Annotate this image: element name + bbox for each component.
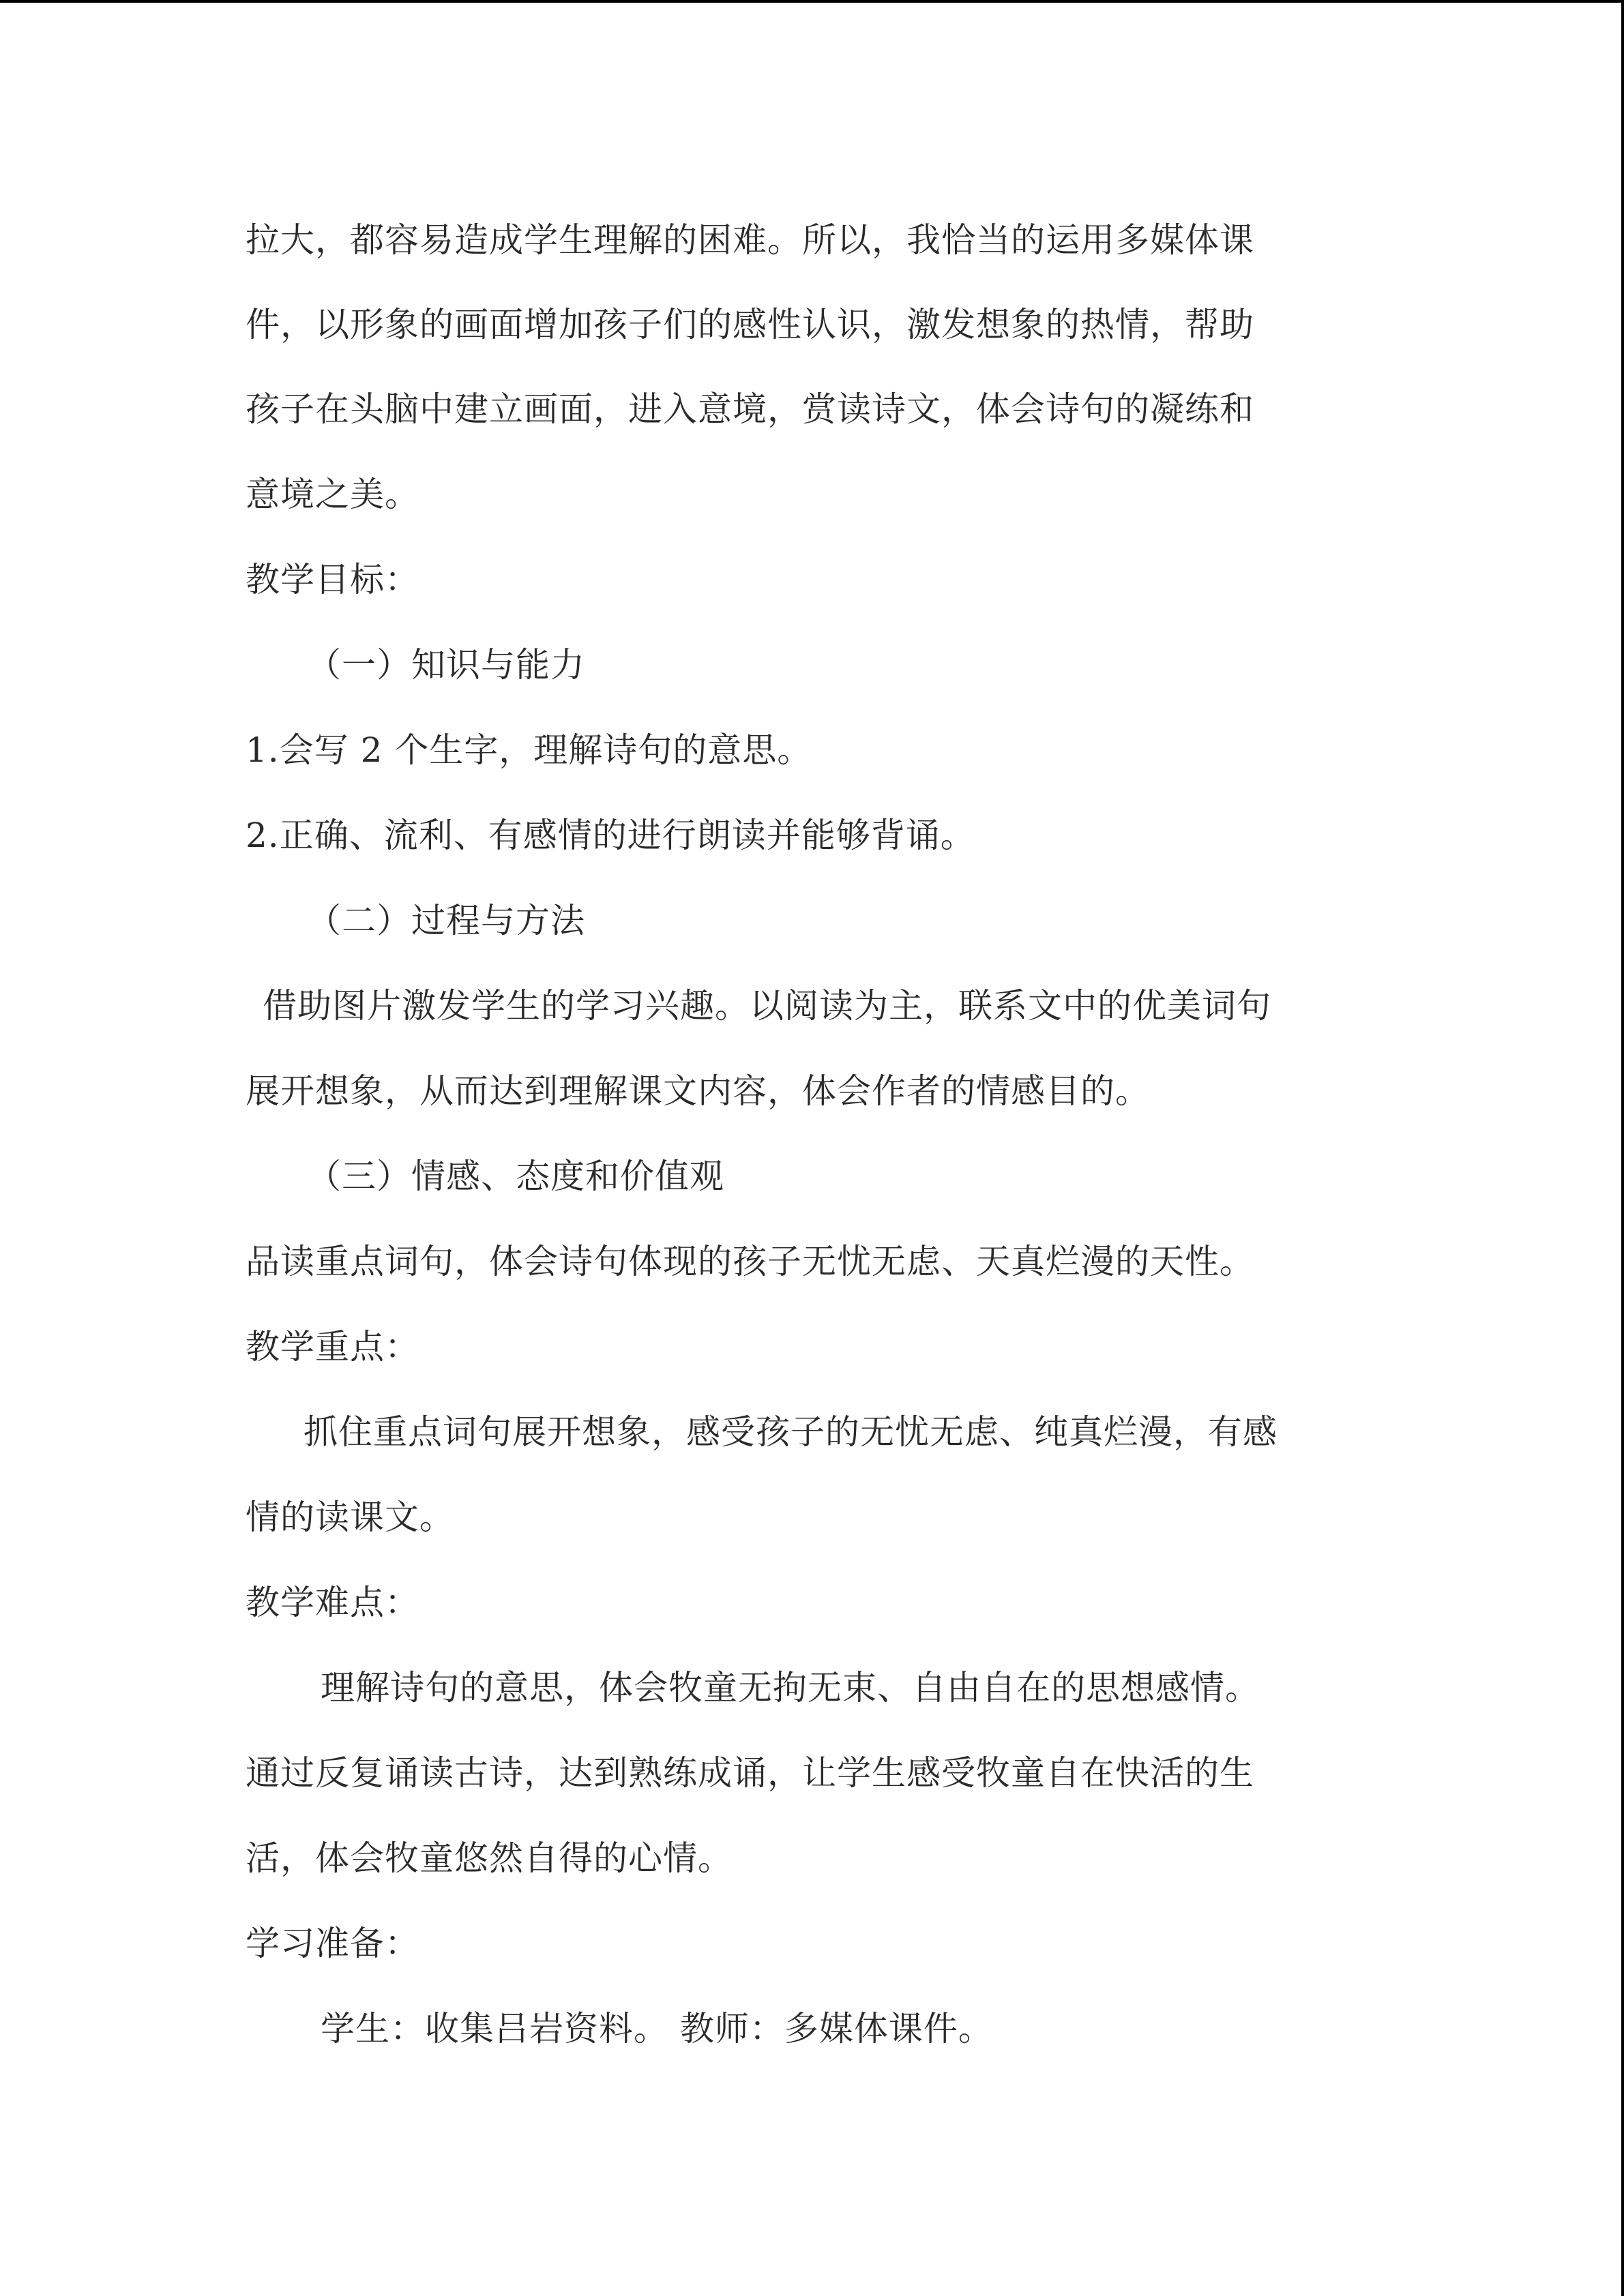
difficulties-line-3: 活，体会牧童悠然自得的心情。 (246, 1838, 733, 1878)
goal-item-2: 2.正确、流利、有感情的进行朗读并能够背诵。 (246, 816, 975, 855)
paragraph-line-1: 拉大，都容易造成学生理解的困难。所以，我恰当的运用多媒体课 (246, 220, 1254, 260)
paragraph-line-2: 件，以形象的画面增加孩子们的感性认识，激发想象的热情，帮助 (246, 305, 1254, 344)
difficulties-line-2: 通过反复诵读古诗，达到熟练成诵，让学生感受牧童自在快活的生 (246, 1753, 1254, 1793)
heading-learning-preparation: 学习准备： (246, 1924, 419, 1963)
goal-item-1: 1.会写 2 个生字，理解诗句的意思。 (246, 730, 812, 770)
preparation-line: 学生：收集吕岩资料。 教师：多媒体课件。 (321, 2009, 993, 2048)
key-points-line-1: 抓住重点词句展开想象，感受孩子的无忧无虑、纯真烂漫，有感 (304, 1412, 1278, 1452)
process-line-1: 借助图片激发学生的学习兴趣。以阅读为主，联系文中的优美词句 (263, 986, 1271, 1026)
heading-teaching-goals: 教学目标： (246, 560, 419, 599)
difficulties-line-1: 理解诗句的意思，体会牧童无拘无束、自由自在的思想感情。 (321, 1668, 1260, 1708)
paragraph-line-4: 意境之美。 (246, 475, 419, 514)
subheading-knowledge-ability: （一）知识与能力 (307, 645, 585, 685)
process-line-2: 展开想象，从而达到理解课文内容，体会作者的情感目的。 (246, 1071, 1150, 1111)
heading-teaching-key-points: 教学重点： (246, 1327, 419, 1367)
emotion-line: 品读重点词句，体会诗句体现的孩子无忧无虑、天真烂漫的天性。 (246, 1242, 1254, 1281)
heading-teaching-difficulties: 教学难点： (246, 1583, 419, 1622)
subheading-emotion-values: （三）情感、态度和价值观 (307, 1157, 724, 1196)
paragraph-line-3: 孩子在头脑中建立画面，进入意境，赏读诗文，体会诗句的凝练和 (246, 389, 1254, 429)
subheading-process-method: （二）过程与方法 (307, 901, 585, 940)
key-points-line-2: 情的读课文。 (246, 1497, 454, 1537)
